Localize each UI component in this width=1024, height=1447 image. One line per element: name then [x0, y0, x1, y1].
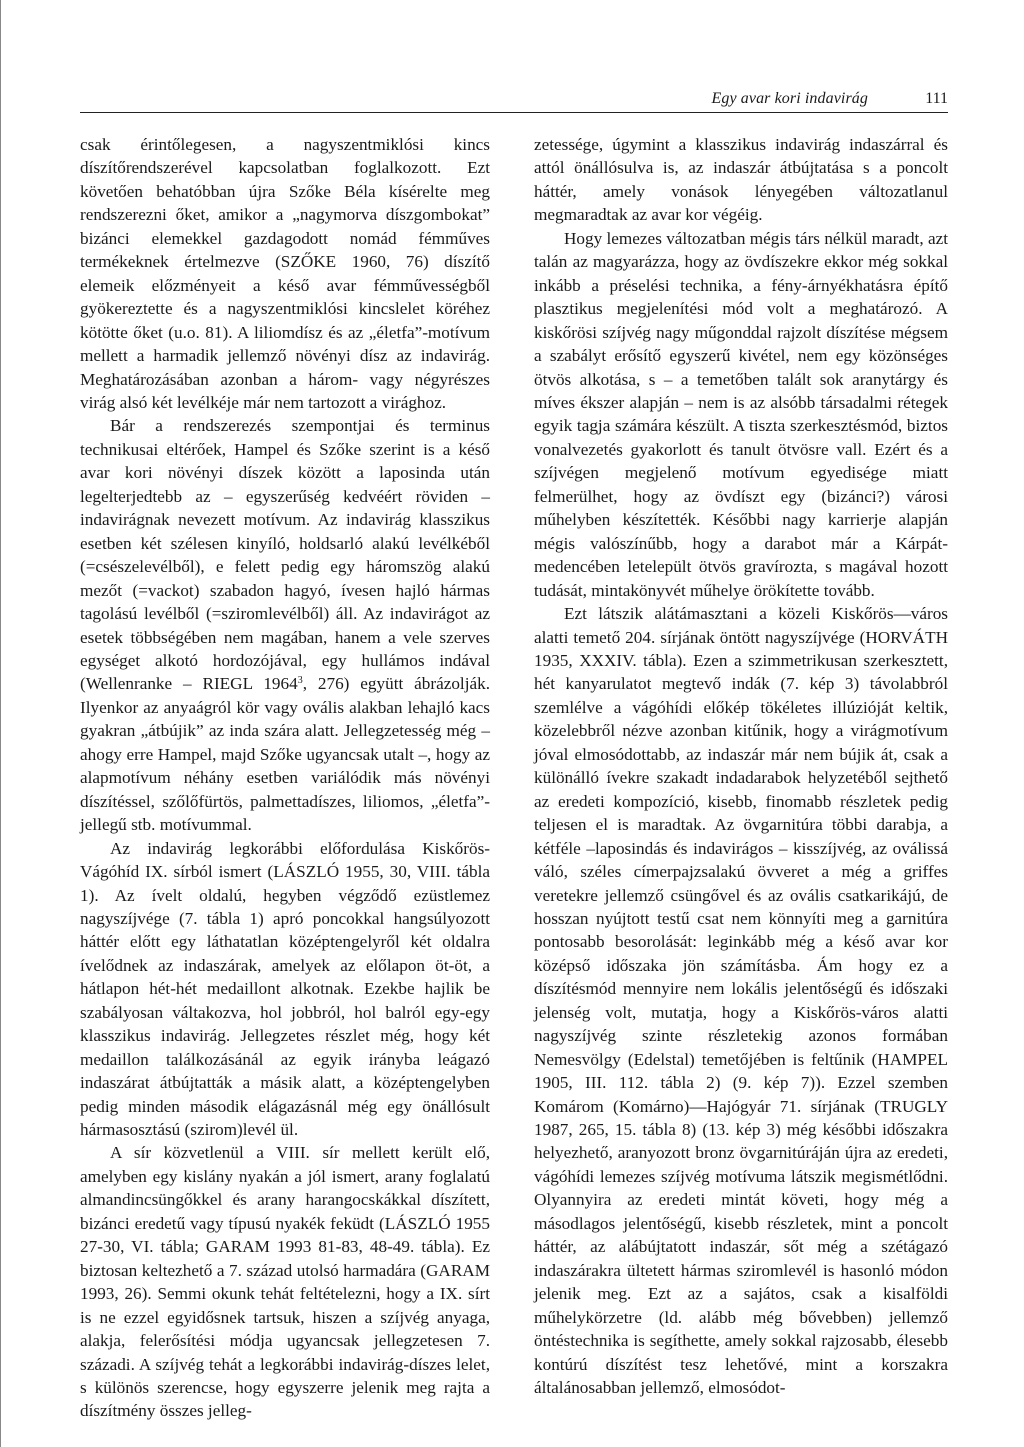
right-paragraph-3: Ezt látszik alátámasztani a közeli Kiskőrös—város alatti temető 204. sírjának öntött nagyszíjvége (HORVÁTH 1935, XXXIV. tábla). Ezen a szimmetrikusan szerkesztett, hét kanyarulatot megtevő indák (7. kép 3) távolabbról szemlélve a vágóhídi előkép tökéletes illúzióját keltik, közelebbről nézve azonban kitűnik, hogy a virágmotívum jóval elmosódottabb, az indaszár már nem bújik át, csak a különálló ívekre szakadt indadarabok helyzetéből sejthető az eredeti kompozíció, kisebb, finomabb részletek pedig teljesen el is maradtak. Az övgarnitúra többi darabja, a kétféle –laposindás és indavirágos – kisszíjvég, az oválissá váló, széles címerpajzsalakú övveret a még a griffes veretekre jellemző csüngővel és az ovális csatkarikájú, de hosszan nyújtott testű csat nem könnyíti meg a garnitúra pontosabb besorolását: leginkább még a késő avar kor középső időszaka jön számításba. Ám hogy ez a díszítésmód mennyire nem lokális jelentőségű és időszaki jelenség volt, mutatja, hogy a Kiskőrös-város alatti nagyszíjvég szinte részletekig azonos formában Nemesvölgy (Edelstal) temetőjében is feltűnik (HAMPEL 1905, III. 112. tábla 2) (9. kép 7)). Ezzel szemben Komárom (Komárno)—Hajógyár 71. sírjának (TRUGLY 1987, 265, 15. tábla 8) (13. kép 3) még későbbi időszakra helyezhető, aranyozott bronz övgarnitúráján újra az eredeti, vágóhídi lemezes szíjvég motívuma látszik megismétlődni. Olyannyira az eredeti mintát követi, hogy még a másodlagos jelentőségű, kisebb részletek, mint a poncolt háttér, az alábújtatott indaszár, sőt még a szétágazó indaszárakra ültetett hármas sziromlevél is hasonló módon jelenik meg. Ezt az a sajátos, csak a kisalföldi műhelykörzetre (ld. alább még bővebben) jellemző öntéstechnika is segíthette, amely sokkal rajzosabb, élesebb kontúrú díszítést tesz lehetővé, mint a korszakra általánosabban jellemző, elmosódot-: [534, 604, 948, 1398]
left-paragraph-2-text-cont: , 276) együtt ábrázolják. Ilyenkor az anyaágról kör vagy ovális alakban lehajló kacs gyakran „átbújik” az inda szára alatt. Jellegzetesség még – ahogy erre Hampel, majd Szőke ugyancsak utalt –, hogy az alapmotívum néhány esetben variálódik más növényi díszítéssel, szőlőfürtös, palmettadíszes, liliomos, „életfa”-jellegű stb. motívummal.: [80, 674, 490, 835]
right-column: [534, 133, 948, 1399]
left-paragraph-2-text: Bár a rendszerezés szempontjai és terminus technikusai eltérőek, Hampel és Szőke szerint is a késő avar kori növényi díszek között a laposinda után legelterjedtebb az – egyszerűség kedvéért röviden – indavirágnak nevezett motívum. Az indavirág klasszikus esetben két szélesen kinyíló, holdsarló alakú levélkéből (=csészelevélből), e felett pedig egy háromszög alakú mezőt (=vackot) szabadon hagyó, ívesen hajló hármas tagolású levélből (=sziromlevélből) áll. Az indavirágot az esetek többségében nem magában, hanem a vele szerves egységet alkotó hordozójával, egy hullámos indával (Wellenranke – RIEGL 1964: [80, 416, 490, 694]
page-edge: [0, 0, 5, 1447]
footnote-superscript: 3: [297, 675, 303, 687]
left-paragraph-4: A sír közvetlenül a VIII. sír mellett került elő, amelyben egy kislány nyakán a jól ismert, arany foglalatú almandincsüngőkkel és arany harangocskákkal díszített, bizánci eredetű vagy típusú nyakék feküdt (LÁSZLÓ 1955 27-30, VI. tábla; GARAM 1993 81-83, 48-49. tábla). Ez biztosan keltezhető a 7. század utolsó harmadára (GARAM 1993, 26). Semmi okunk tehát feltételezni, hogy a IX. sírt is ne ezzel egyidősnek tartsuk, hiszen a szíjvég anyaga, alakja, felerősítési módja ugyancsak jellegzetesen 7. századi. A szíjvég tehát a legkorábbi indavirág-díszes lelet, s különös szerencse, hogy egyszerre jelenik meg rajta a díszítmény összes jelleg-: [80, 1143, 490, 1421]
left-paragraph-1: csak érintőlegesen, a nagyszentmiklósi kincs díszítőrendszerével kapcsolatban foglalkozott. Ezt követően behatóbban újra Szőke Béla kísérelte meg rendszerezni őket, amikor a „nagymorva díszgombokat” bizánci elemekkel gazdagodott nomád fémműves termékeknek értelmezve (SZŐKE 1960, 76) díszítő elemeik előzményeit a késő avar fémművességből gyökereztette és a nagyszentmiklósi kincslelet köréhez kötötte őket (u.o. 81). A liliomdísz és az „életfa”-motívum mellett a harmadik jellemző növényi dísz az indavirág. Meghatározásában azonban a három- vagy négyrészes virág alsó két levélkéje már nem tartozott a virághoz.: [80, 135, 490, 412]
left-column: [80, 133, 490, 1423]
running-title: Egy avar kori indavirág: [711, 90, 868, 107]
right-paragraph-2: Hogy lemezes változatban mégis társ nélkül maradt, azt talán az magyarázza, hogy az övdíszekre ekkor még sokkal inkább a préselési technika, a fény-árnyékhatásra építő plasztikus megjelenítési mód volt a meghatározó. A kiskőrösi szíjvég nagy műgonddal rajzolt díszítése mégsem a szabályt erősítő egyszerű kivétel, nem egy közönséges ötvös alkotása, s – a temetőben talált sok aranytárgy és míves ékszer alapján – nem is az alsóbb társadalmi rétegek egyik tagja számára készült. A tiszta szerkesztésmód, biztos vonalvezetés gyakorlott és tanult ötvösre vall. Ezért és a szíjvégen megjelenő motívum egyedisége miatt felmerülhet, hogy az övdíszt egy (bizánci?) városi műhelyben készítették. Későbbi nagy karrierje alapján mégis valószínűbb, hogy a darabot már a Kárpát-medencében letelepült ötvös gravírozta, s magával hozott tudását, mintakönyvét műhelye örökítette tovább.: [534, 228, 948, 600]
left-paragraph-2: [80, 414, 490, 836]
page-number: 111: [925, 90, 948, 107]
left-paragraph-3: Az indavirág legkorábbi előfordulása Kiskőrös-Vágóhíd IX. sírból ismert (LÁSZLÓ 1955, 30, VIII. tábla 1). Az ívelt oldalú, hegyben végződő ezüstlemez nagyszíjvége (7. tábla 1) apró poncokkal hangsúlyozott háttér előtt egy láthatatlan középtengelyről két oldalra ívelődnek az indaszárak, amelyek az előlapon öt-öt, a hátlapon hét-hét medaillont alkotnak. Ezekbe hajlik be szabályosan váltakozva, hol jobbról, hol balról egy-egy klasszikus indavirág. Jellegzetes részlet még, hogy két medaillon találkozásánál az egyik irányba leágazó indaszárat átbújtatták a másik alatt, a középtengelyben pedig minden második elágazásnál még egy önállósult hármasosztású (szirom)levél ül.: [80, 838, 490, 1140]
right-paragraph-1: zetessége, úgymint a klasszikus indavirág indaszárral és attól önállósulva is, az indaszár átbújtatása s a poncolt háttér, amely vonások lényegében változatlanul megmaradtak az avar kor végéig.: [534, 135, 948, 225]
running-head: [80, 88, 948, 113]
